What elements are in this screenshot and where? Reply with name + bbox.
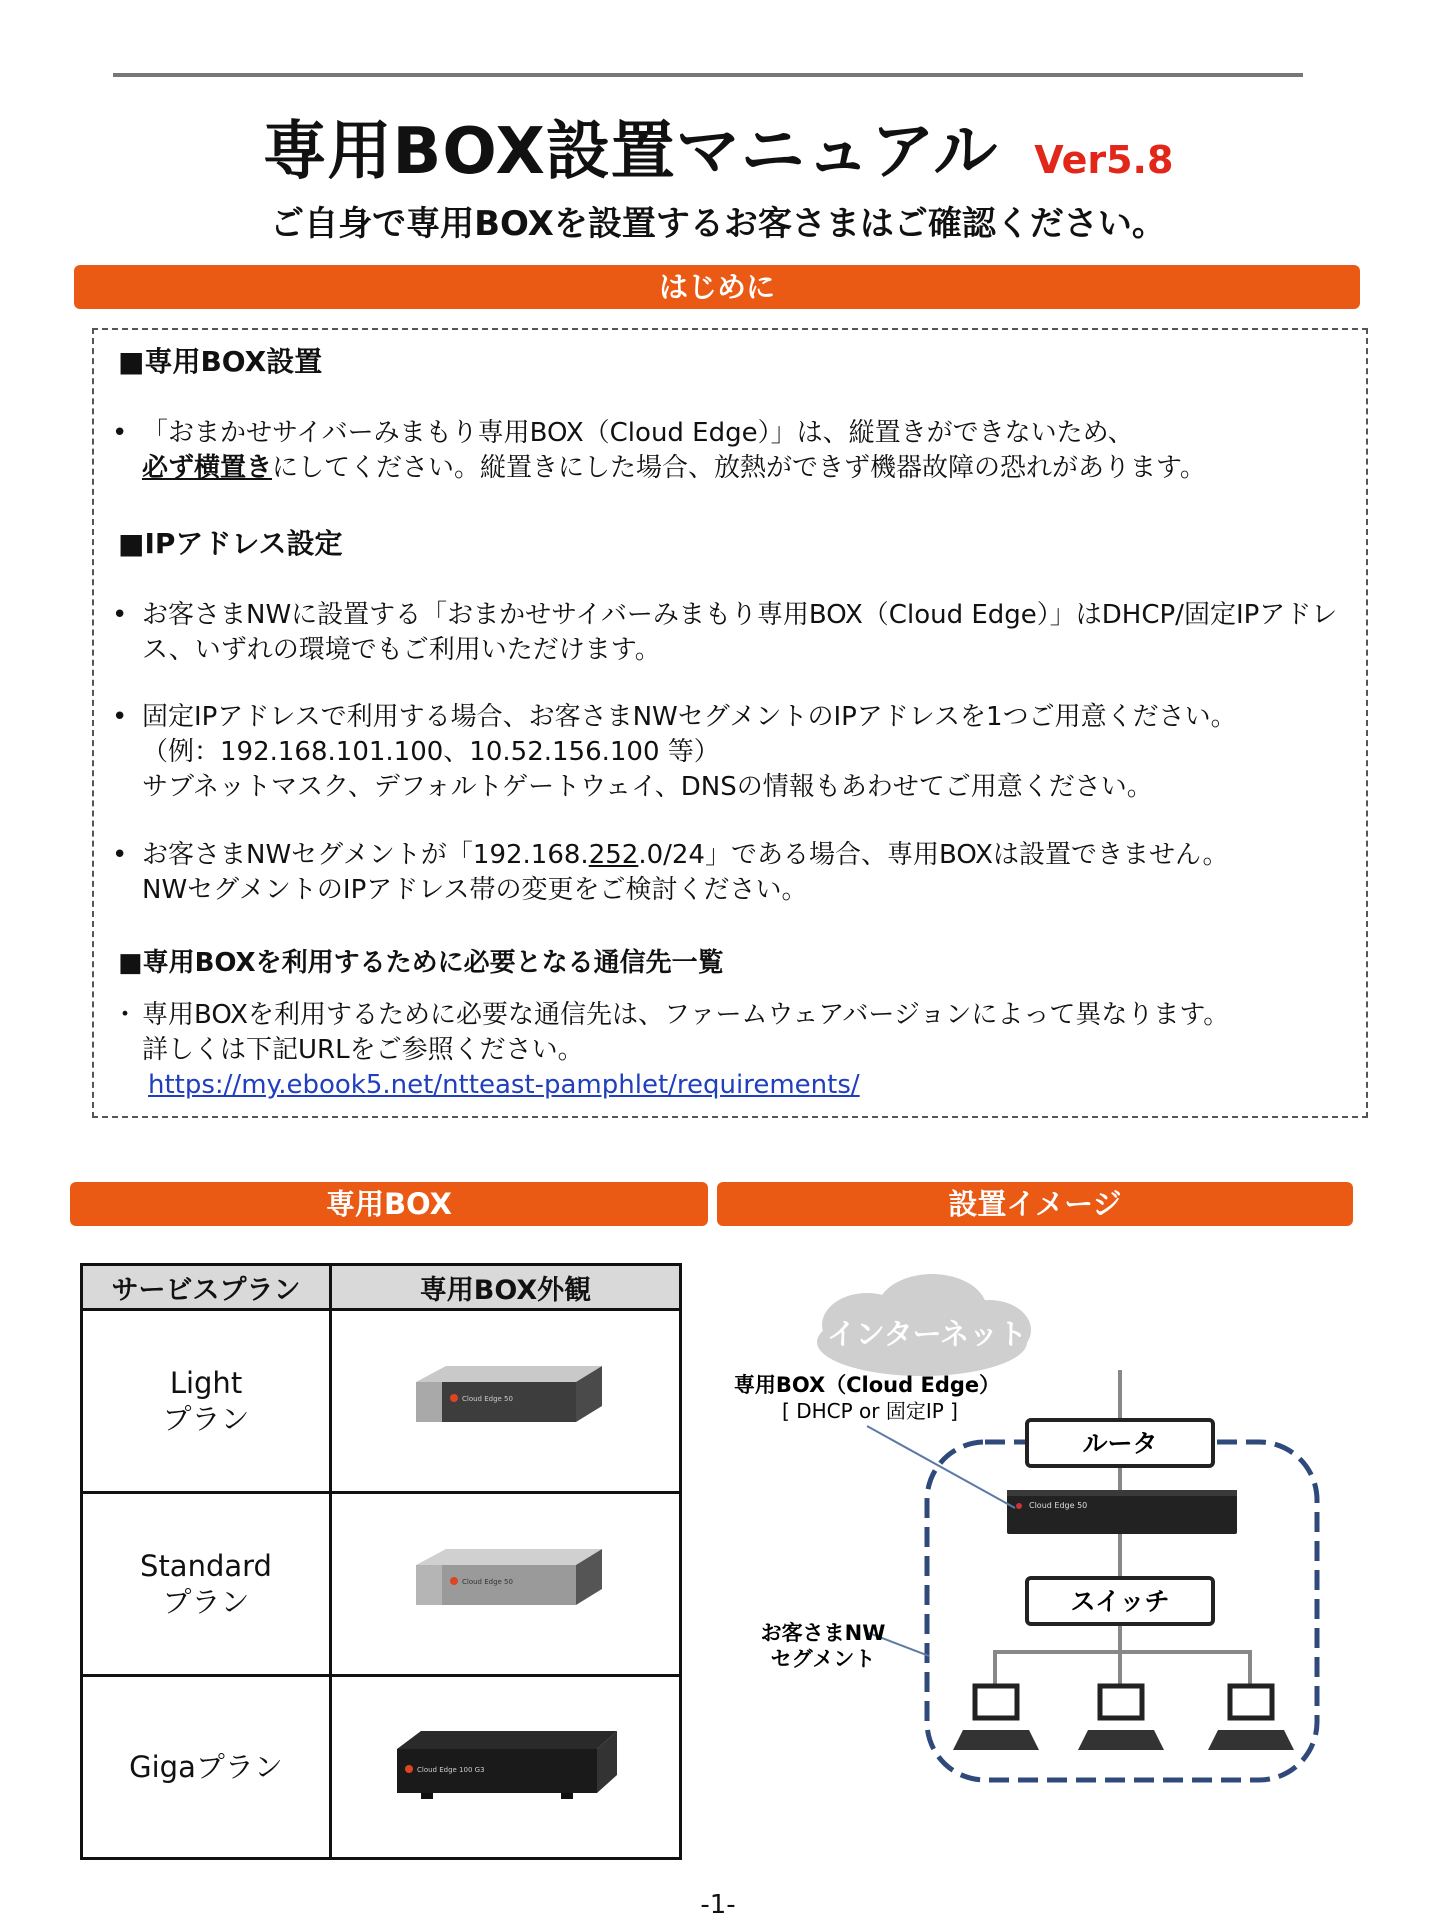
device-photo-giga bbox=[391, 1719, 621, 1809]
table-row bbox=[82, 1493, 681, 1676]
device-photo-light bbox=[406, 1360, 606, 1436]
cloud-edge-device-icon bbox=[1007, 1490, 1237, 1534]
device-label: Cloud Edge 50 bbox=[461, 1394, 513, 1403]
bullet-mark: • bbox=[112, 840, 128, 870]
intro-box bbox=[92, 328, 1368, 1118]
section-heading-box-install: ■専用BOX設置 bbox=[118, 345, 323, 378]
version-label: Ver5.8 bbox=[1034, 138, 1174, 182]
pc-icon bbox=[1078, 1686, 1164, 1750]
device-label: Cloud Edge 50 bbox=[1029, 1501, 1088, 1510]
bullet-mark: ・ bbox=[112, 1000, 139, 1030]
table-header-row bbox=[82, 1265, 681, 1310]
requirements-link[interactable]: https://my.ebook5.net/ntteast-pamphlet/requirements/ bbox=[148, 1070, 860, 1100]
pc-icon bbox=[953, 1686, 1039, 1750]
section-heading-ip: ■IPアドレス設定 bbox=[118, 527, 343, 560]
page-number: -1- bbox=[700, 1890, 736, 1920]
column-header-plan: サービスプラン bbox=[82, 1265, 331, 1310]
device-image-cell bbox=[331, 1310, 681, 1493]
plan-suffix: プラン bbox=[162, 1402, 250, 1436]
section1-line1: 「おまかせサイバーみまもり専用BOX（Cloud Edge）」は、縦置きができないため、 bbox=[142, 418, 1134, 448]
box-sub-label: [ DHCP or 固定IP ] bbox=[782, 1399, 958, 1423]
section2-bullet2 bbox=[112, 700, 1352, 805]
switch-label: スイッチ bbox=[1070, 1587, 1170, 1616]
section2-b1-line1: お客さまNWに設置する「おまかせサイバーみまもり専用BOX（Cloud Edge）」はDHCP/固定IPアドレ bbox=[142, 600, 1338, 630]
bullet-mark: • bbox=[112, 418, 128, 448]
plan-name: Gigaプラン bbox=[129, 1750, 283, 1784]
bullet-mark: • bbox=[112, 600, 128, 630]
section2-b3-line2: NWセグメントのIPアドレス帯の変更をご検討ください。 bbox=[142, 875, 808, 905]
plan-table bbox=[80, 1263, 682, 1860]
box-section-bar: 専用BOX bbox=[70, 1182, 708, 1226]
section2-b2-line1: 固定IPアドレスで利用する場合、お客さまNWセグメントのIPアドレスを1つご用意ください。 bbox=[142, 702, 1237, 732]
plan-suffix: プラン bbox=[162, 1585, 250, 1619]
title-text: 専用BOX設置マニュアル bbox=[262, 115, 999, 189]
section1-line2: にしてください。縦置きにした場合、放熱ができず機器故障の恐れがあります。 bbox=[272, 453, 1206, 483]
device-photo-standard bbox=[406, 1543, 606, 1619]
section2-b3-pre: お客さまNWセグメントが「192.168. bbox=[142, 840, 589, 870]
internet-label: インターネット bbox=[826, 1317, 1028, 1351]
device-image-cell bbox=[331, 1676, 681, 1859]
plan-name-cell bbox=[82, 1493, 331, 1676]
section2-b2-line2: （例：192.168.101.100、10.52.156.100 等） bbox=[142, 737, 720, 767]
section2-b3-emph: 252 bbox=[588, 840, 639, 870]
pc-icon bbox=[1208, 1686, 1294, 1750]
top-rule bbox=[113, 73, 1303, 77]
device-label: Cloud Edge 50 bbox=[461, 1577, 513, 1586]
section3-bullet bbox=[112, 998, 1352, 1103]
segment-label-line2: セグメント bbox=[770, 1647, 876, 1671]
router-label: ルータ bbox=[1082, 1429, 1158, 1458]
plan-name: Light bbox=[169, 1366, 243, 1400]
section2-bullet1 bbox=[112, 598, 1358, 668]
table-row bbox=[82, 1310, 681, 1493]
section2-bullet3 bbox=[112, 838, 1352, 908]
section3-line1: 専用BOXを利用するために必要な通信先は、ファームウェアバージョンによって異なります。 bbox=[142, 1000, 1230, 1030]
intro-section-bar: はじめに bbox=[74, 265, 1360, 309]
network-diagram bbox=[717, 1240, 1353, 1800]
page-title bbox=[0, 100, 1436, 192]
section3-line2: 詳しくは下記URLをご参照ください。 bbox=[142, 1035, 584, 1065]
image-section-bar: 設置イメージ bbox=[717, 1182, 1353, 1226]
column-header-appearance: 専用BOX外観 bbox=[331, 1265, 681, 1310]
plan-name-cell bbox=[82, 1310, 331, 1493]
plan-name: Standard bbox=[140, 1549, 272, 1583]
device-label: Cloud Edge 100 G3 bbox=[416, 1765, 485, 1774]
plan-name-cell bbox=[82, 1676, 331, 1859]
table-row bbox=[82, 1676, 681, 1859]
bullet-mark: • bbox=[112, 702, 128, 732]
page-subtitle: ご自身で専用BOXを設置するお客さまはご確認ください。 bbox=[270, 204, 1166, 244]
section2-b2-line3: サブネットマスク、デフォルトゲートウェイ、DNSの情報もあわせてご用意ください。 bbox=[142, 772, 1153, 802]
section1-emphasis: 必ず横置き bbox=[142, 453, 273, 483]
section2-b1-line2: ス、いずれの環境でもご利用いただけます。 bbox=[142, 635, 661, 665]
section-heading-destinations: ■専用BOXを利用するために必要となる通信先一覧 bbox=[118, 948, 724, 978]
box-callout-line bbox=[867, 1426, 1015, 1508]
device-image-cell bbox=[331, 1493, 681, 1676]
section1-bullet bbox=[112, 416, 1352, 486]
section2-b3-post: .0/24」である場合、専用BOXは設置できません。 bbox=[638, 840, 1229, 870]
segment-label-line1: お客さまNW bbox=[760, 1621, 886, 1645]
box-label: 専用BOX（Cloud Edge） bbox=[733, 1373, 1001, 1397]
